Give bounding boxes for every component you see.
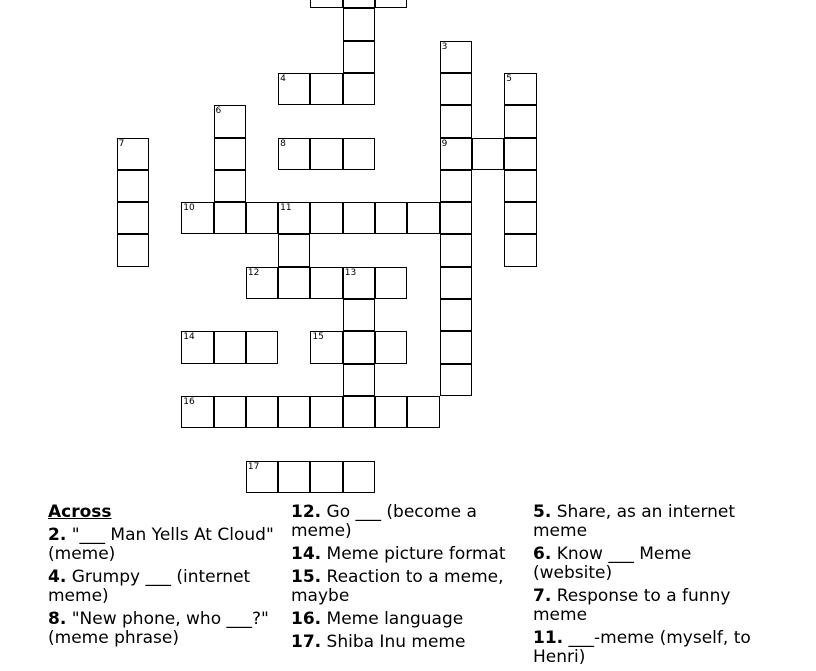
clue-17[interactable] (291, 633, 531, 652)
clue-number: 17. (291, 632, 322, 652)
crossword-cell[interactable] (343, 364, 375, 396)
crossword-cell[interactable] (343, 461, 375, 493)
clue-column-3 (533, 503, 773, 671)
crossword-cell[interactable] (214, 331, 246, 363)
crossword-cell[interactable] (343, 331, 375, 363)
crossword-cell[interactable] (343, 396, 375, 428)
cell-number: 5 (506, 73, 512, 84)
crossword-cell[interactable] (117, 202, 149, 234)
cell-number: 8 (280, 138, 286, 149)
crossword-cell[interactable] (117, 170, 149, 202)
cell-number: 10 (183, 203, 195, 214)
crossword-cell[interactable] (214, 105, 246, 137)
cell-number: 4 (280, 73, 286, 84)
crossword-cell[interactable] (310, 396, 342, 428)
crossword-cell[interactable] (310, 267, 342, 299)
crossword-cell[interactable] (278, 138, 310, 170)
crossword-cell[interactable] (343, 0, 375, 8)
clue-15[interactable] (291, 568, 531, 606)
crossword-cell[interactable] (407, 202, 439, 234)
clue-2[interactable] (48, 526, 288, 564)
crossword-cell[interactable] (343, 299, 375, 331)
crossword-cell[interactable] (214, 138, 246, 170)
clue-text: Share, as an internet meme (533, 502, 736, 541)
crossword-cell[interactable] (310, 461, 342, 493)
clue-8[interactable] (48, 610, 288, 648)
crossword-cell[interactable] (440, 234, 472, 266)
clue-12[interactable] (291, 503, 531, 541)
cell-number: 3 (441, 41, 448, 52)
clue-number: 12. (291, 502, 322, 522)
clue-text: Know ___ Meme (website) (533, 544, 692, 583)
crossword-cell[interactable] (343, 138, 375, 170)
crossword-cell[interactable] (375, 331, 407, 363)
crossword-cell[interactable] (504, 138, 536, 170)
crossword-cell[interactable] (278, 461, 310, 493)
crossword-cell[interactable] (117, 234, 149, 266)
clue-16[interactable] (291, 610, 531, 629)
clue-text: "___ Man Yells At Cloud" (meme) (48, 525, 274, 564)
clue-column-2 (291, 503, 531, 656)
crossword-cell[interactable] (504, 73, 536, 105)
clue-text: Go ___ (become a meme) (291, 502, 477, 541)
clue-number: 6. (533, 544, 552, 564)
clue-11[interactable] (533, 629, 773, 667)
crossword-cell[interactable] (440, 364, 472, 396)
cell-number: 16 (183, 396, 195, 407)
crossword-cell[interactable] (407, 396, 439, 428)
crossword-cell[interactable] (504, 105, 536, 137)
cell-number: 15 (312, 332, 324, 343)
crossword-cell[interactable] (214, 202, 246, 234)
crossword-cell[interactable] (343, 202, 375, 234)
clue-text: Grumpy ___ (internet meme) (48, 567, 251, 606)
crossword-cell[interactable] (440, 73, 472, 105)
cell-number: 6 (215, 106, 222, 117)
crossword-cell[interactable] (278, 234, 310, 266)
crossword-cell[interactable] (214, 396, 246, 428)
clue-number: 2. (48, 525, 67, 545)
crossword-cell[interactable] (310, 331, 342, 363)
clue-7[interactable] (533, 587, 773, 625)
clue-text: Shiba Inu meme (321, 632, 466, 652)
clue-column-1 (48, 503, 288, 652)
crossword-cell[interactable] (440, 138, 472, 170)
crossword-cell[interactable] (440, 267, 472, 299)
clue-number: 15. (291, 567, 322, 587)
cell-number: 9 (441, 138, 448, 149)
crossword-cell[interactable] (440, 331, 472, 363)
crossword-cell[interactable] (440, 202, 472, 234)
crossword-cell[interactable] (278, 202, 310, 234)
cell-number: 11 (280, 203, 292, 214)
crossword-cell[interactable] (504, 170, 536, 202)
crossword-cell[interactable] (246, 267, 278, 299)
crossword-cell[interactable] (375, 0, 407, 8)
crossword-cell[interactable] (343, 267, 375, 299)
crossword-cell[interactable] (375, 396, 407, 428)
crossword-cell[interactable] (246, 396, 278, 428)
clue-number: 14. (291, 544, 322, 564)
crossword-cell[interactable] (181, 396, 213, 428)
crossword-cell[interactable] (214, 170, 246, 202)
clue-number: 7. (533, 586, 552, 606)
crossword-cell[interactable] (440, 105, 472, 137)
crossword-cell[interactable] (310, 202, 342, 234)
crossword-cell[interactable] (278, 267, 310, 299)
clue-number: 11. (533, 628, 564, 648)
crossword-cell[interactable] (504, 202, 536, 234)
clue-number: 4. (48, 567, 67, 587)
crossword-cell[interactable] (246, 202, 278, 234)
clue-text: "New phone, who ___?" (meme phrase) (48, 609, 269, 648)
clue-5[interactable] (533, 503, 773, 541)
clue-14[interactable] (291, 545, 531, 564)
crossword-cell[interactable] (246, 331, 278, 363)
clue-text: Reaction to a meme, maybe (291, 567, 504, 606)
crossword-cell[interactable] (343, 73, 375, 105)
cell-number: 7 (118, 138, 125, 149)
crossword-cell[interactable] (181, 202, 213, 234)
crossword-cell[interactable] (246, 461, 278, 493)
clue-number: 8. (48, 609, 67, 629)
crossword-cell[interactable] (310, 138, 342, 170)
crossword-cell[interactable] (117, 138, 149, 170)
clue-text: Response to a funny meme (533, 586, 731, 625)
crossword-cell[interactable] (278, 73, 310, 105)
crossword-cell[interactable] (440, 299, 472, 331)
clue-text: Meme picture format (321, 544, 506, 564)
crossword-cell[interactable] (343, 8, 375, 40)
clue-4[interactable] (48, 568, 288, 606)
crossword-cell[interactable] (440, 170, 472, 202)
clue-number: 5. (533, 502, 552, 522)
cell-number: 13 (344, 267, 357, 278)
crossword-cell[interactable] (375, 202, 407, 234)
clue-number: 16. (291, 609, 322, 629)
crossword-cell[interactable] (504, 234, 536, 266)
cell-number: 12 (247, 267, 260, 278)
crossword-cell[interactable] (181, 331, 213, 363)
clue-text: ___-meme (myself, to Henri) (533, 628, 751, 667)
clue-text: Meme language (321, 609, 464, 629)
crossword-cell[interactable] (310, 73, 342, 105)
crossword-cell[interactable] (375, 267, 407, 299)
clue-6[interactable] (533, 545, 773, 583)
cell-number: 17 (247, 461, 260, 472)
across-header: Across (48, 502, 112, 522)
crossword-cell[interactable] (310, 0, 342, 8)
crossword-cell[interactable] (472, 138, 504, 170)
crossword-cell[interactable] (343, 41, 375, 73)
crossword-cell[interactable] (278, 396, 310, 428)
crossword-cell[interactable] (440, 41, 472, 73)
cell-number: 14 (183, 332, 195, 343)
